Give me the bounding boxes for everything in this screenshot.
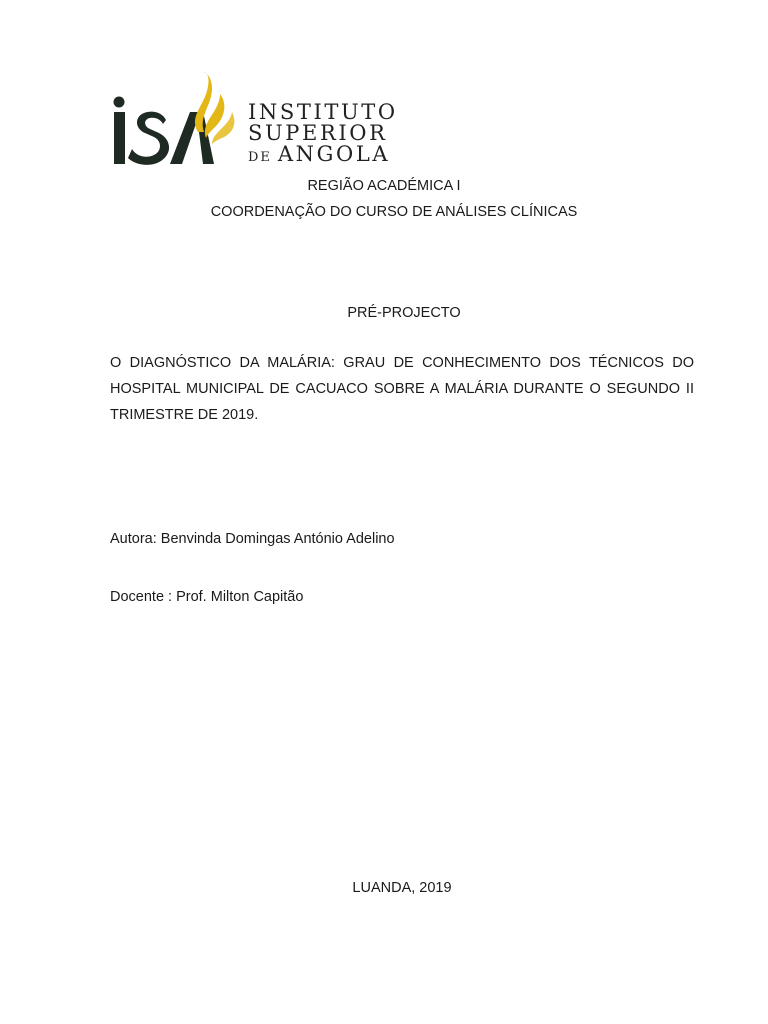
place-date: LUANDA, 2019: [352, 880, 452, 896]
lecturer-line: Docente : Prof. Milton Capitão: [110, 589, 304, 605]
author-line: Autora: Benvinda Domingas António Adelino: [110, 531, 395, 547]
logo-angola: ANGOLA: [277, 142, 391, 166]
institution-logo: [108, 72, 398, 168]
logo-line-instituto: INSTITUTO: [248, 100, 398, 124]
document-type: PRÉ-PROJECTO: [347, 305, 461, 321]
coordination-heading: COORDENAÇÃO DO CURSO DE ANÁLISES CLÍNICAS: [210, 204, 578, 220]
logo-wordmark: [248, 102, 398, 168]
logo-de: DE: [248, 150, 272, 165]
isa-logo-mark: [108, 72, 243, 168]
region-heading: REGIÃO ACADÉMICA I: [307, 178, 461, 194]
logo-line-superior: SUPERIOR: [248, 121, 388, 145]
logo-line-angola: [248, 144, 398, 168]
project-title: O DIAGNÓSTICO DA MALÁRIA: GRAU DE CONHECIMENTO DOS TÉCNICOS DO HOSPITAL MUNICIPAL DE CACUACO SOBRE A MALÁRIA DURANTE O SEGUNDO II TRIMESTRE DE 2019.: [110, 355, 694, 423]
